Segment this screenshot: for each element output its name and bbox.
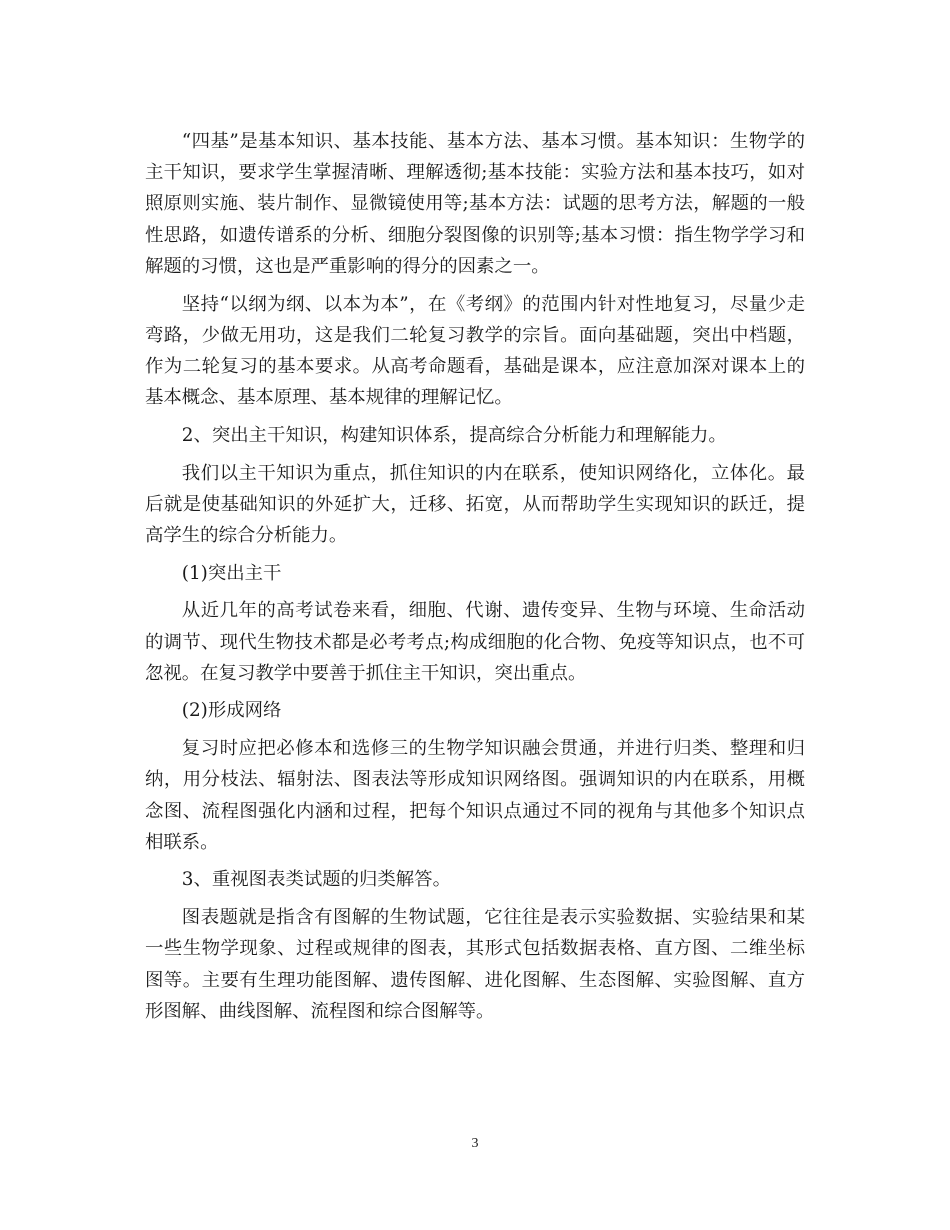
subheading-2: (2)形成网络: [181, 700, 282, 722]
page-number: 3: [471, 1136, 479, 1151]
paragraph-four-basics: “四基”是基本知识、基本技能、基本方法、基本习惯。基本知识：生物学的主干知识，要求学生掌握清晰、理解透彻;基本技能：实验方法和基本技巧，如对照原则实施、装片制作、显微镜使用等;基本方法：试题的思考方法，解题的一般性思路，如遗传谱系的分析、细胞分裂图像的识别等;基本习惯：指生物学学习和解题的习惯，这也是严重影响的得分的因素之一。: [145, 131, 805, 277]
paragraph-chart-questions: 图表题就是指含有图解的生物试题，它往往是表示实验数据、实验结果和某一些生物学现象、过程或规律的图表，其形式包括数据表格、直方图、二维坐标图等。主要有生理功能图解、遗传图解、进化图解、生态图解、实验图解、直方形图解、曲线图解、流程图和综合图解等。: [145, 907, 805, 1022]
paragraph-knowledge-network: 复习时应把必修本和选修三的生物学知识融会贯通，并进行归类、整理和归纳，用分枝法、辐射法、图表法等形成知识网络图。强调知识的内在联系，用概念图、流程图强化内涵和过程，把每个知识点通过不同的视角与其他多个知识点相联系。: [145, 738, 805, 853]
paragraph-syllabus: 坚持“以纲为纲、以本为本”，在《考纲》的范围内针对性地复习，尽量少走弯路，少做无用功，这是我们二轮复习教学的宗旨。面向基础题，突出中档题，作为二轮复习的基本要求。从高考命题看，基础是课本，应注意加深对课本上的基本概念、基本原理、基本规律的理解记忆。: [145, 293, 805, 409]
heading-section-2: 2、突出主干知识，构建知识体系，提高综合分析能力和理解能力。: [181, 424, 727, 446]
heading-section-3: 3、重视图表类试题的归类解答。: [181, 869, 451, 891]
paragraph-exam-topics: 从近几年的高考试卷来看，细胞、代谢、遗传变异、生物与环境、生命活动的调节、现代生物技术都是必考考点;构成细胞的化合物、免疫等知识点，也不可忽视。在复习教学中要善于抓住主干知识，突出重点。: [145, 600, 805, 684]
document-body: [145, 126, 805, 1027]
paragraph-main-knowledge: 我们以主干知识为重点，抓住知识的内在联系，使知识网络化，立体化。最后就是使基础知识的外延扩大，迁移、拓宽，从而帮助学生实现知识的跃迁，提高学生的综合分析能力。: [145, 462, 805, 546]
subheading-1: (1)突出主干: [181, 562, 282, 584]
